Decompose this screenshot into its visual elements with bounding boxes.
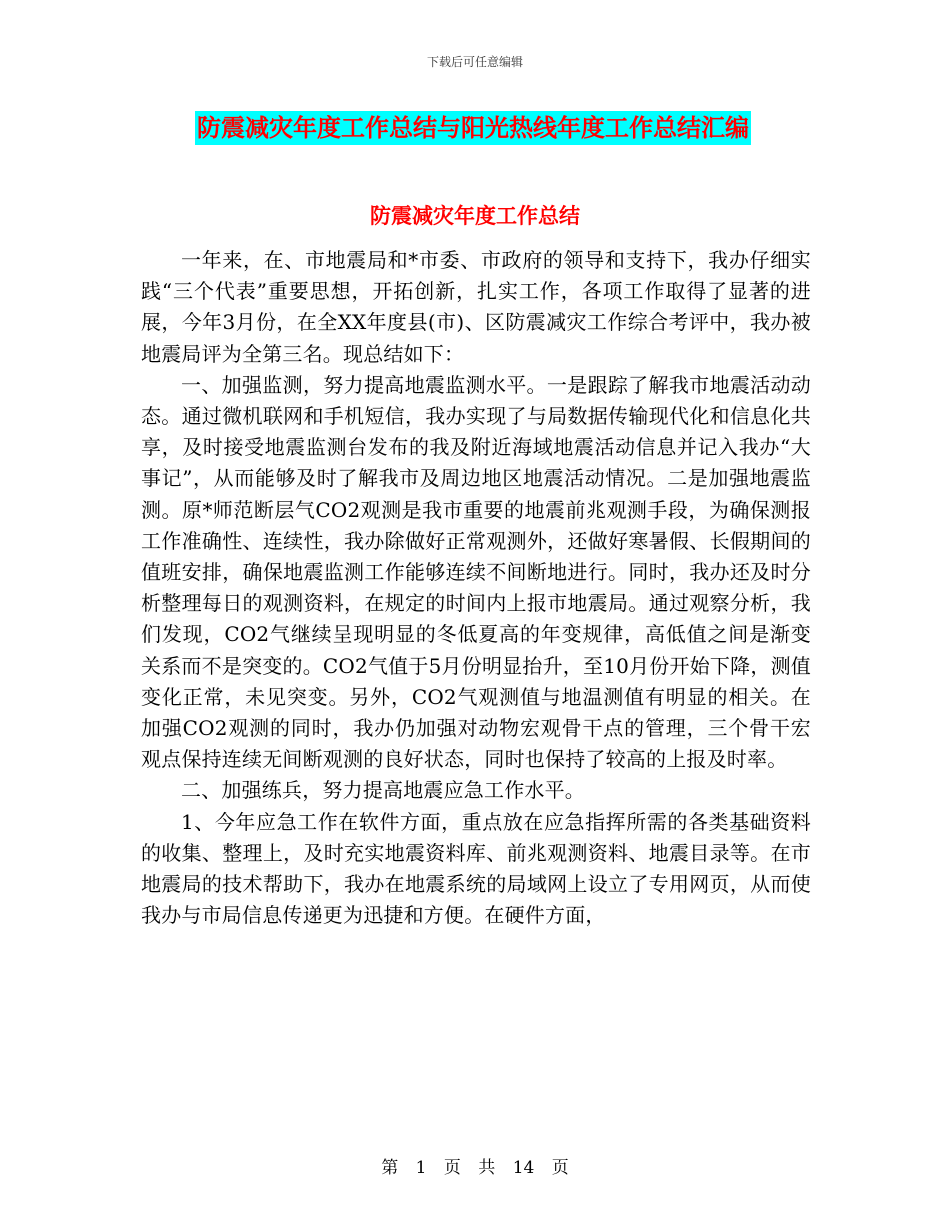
footer-page-unit: 页 <box>443 1158 461 1178</box>
paragraph-emergency-software: 1、今年应急工作在软件方面，重点放在应急指挥所需的各类基础资料的收集、整理上，及时充实地震资料库、前兆观测资料、地震目录等。在市地震局的技术帮助下，我办在地震系统的局域网上设立了专用网页，从而使我办与市局信息传递更为迅捷和方便。在硬件方面， <box>141 809 811 928</box>
footer-total-pages: 14 <box>512 1158 535 1178</box>
paragraph-monitoring: 一、加强监测，努力提高地震监测水平。一是跟踪了解我市地震活动动态。通过微机联网和手机短信，我办实现了与局数据传输现代化和信息化共享，及时接受地震监测台发布的我及附近海域地震活动信息并记入我办“大事记”，从而能够及时了解我市及周边地区地震活动情况。二是加强地震监测。原*师范断层气CO2观测是我市重要的地震前兆观测手段，为确保测报工作准确性、连续性，我办除做好正常观测外，还做好寒暑假、长假期间的值班安排，确保地震监测工作能够连续不间断地进行。同时，我办还及时分析整理每日的观测资料，在规定的时间内上报市地震局。通过观察分析，我们发现，CO2气继续呈现明显的冬低夏高的年变规律，高低值之间是渐变关系而不是突变的。CO2气值于5月份明显抬升，至10月份开始下降，测值变化正常，未见突变。另外，CO2气观测值与地温测值有明显的相关。在加强CO2观测的同时，我办仍加强对动物宏观骨干点的管理，三个骨干宏观点保持连续无间断观测的良好状态，同时也保持了较高的上报及时率。 <box>141 372 811 772</box>
document-title: 防震减灾年度工作总结与阳光热线年度工作总结汇编 <box>195 111 751 145</box>
paragraph-intro: 一年来，在、市地震局和*市委、市政府的领导和支持下，我办仔细实践“三个代表”重要思想，开拓创新，扎实工作，各项工作取得了显著的进展，今年3月份，在全XX年度县(市)、区防震减灾工作综合考评中，我办被地震局评为全第三名。现总结如下： <box>141 248 811 366</box>
page-header-note: 下载后可任意编辑 <box>426 55 523 69</box>
footer-total-label: 共 <box>478 1158 496 1178</box>
footer-total-unit: 页 <box>551 1158 569 1178</box>
document-body <box>141 245 811 931</box>
footer-page-number: 1 <box>415 1158 427 1178</box>
section-title: 防震减灾年度工作总结 <box>370 203 580 228</box>
page-footer <box>0 1153 950 1178</box>
paragraph-emergency-heading: 二、加强练兵，努力提高地震应急工作水平。 <box>181 778 585 803</box>
footer-page-label: 第 <box>381 1158 399 1178</box>
